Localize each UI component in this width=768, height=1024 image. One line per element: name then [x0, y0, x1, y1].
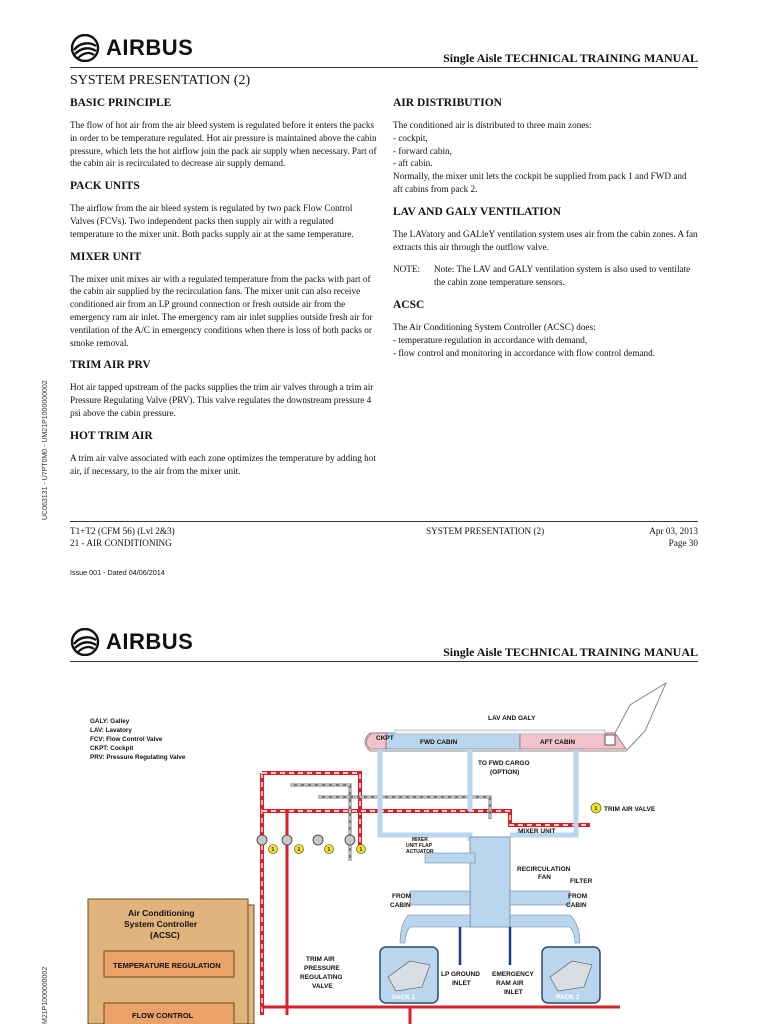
side-reference-code: M21P1000000002: [42, 966, 49, 1024]
airbus-logo: [70, 34, 193, 62]
note-block: [393, 263, 698, 289]
label-from-cabin: FROM: [392, 893, 412, 900]
legend-item: GALY: Galley: [90, 718, 130, 725]
footer-page-number: Page 30: [668, 538, 698, 548]
label-mixer-flap: ACTUATOR: [406, 849, 434, 855]
air-conditioning-diagram: [70, 665, 698, 1024]
block-pack-units: [70, 180, 378, 240]
label-mixer-flap: MIXER: [412, 837, 428, 843]
label-acsc: Air Conditioning: [128, 908, 195, 918]
block-mixer-unit: [70, 251, 378, 350]
para-lav-galy: The LAVatory and GALleY ventilation system uses air from the cabin zones. A fan extracts this air through the outflow valve.: [393, 228, 698, 252]
left-column: [70, 97, 378, 477]
label-pack2: PACK 2: [556, 994, 580, 1001]
label-temperature-regulation: TEMPERATURE REGULATION: [113, 961, 221, 970]
heading-pack-units: PACK UNITS: [70, 180, 140, 193]
label-filter: FILTER: [570, 878, 593, 885]
heading-mixer-unit: MIXER UNIT: [70, 250, 142, 263]
header-rule: [70, 67, 698, 68]
label-fwd-cabin: FWD CABIN: [420, 739, 458, 746]
legend-item: FCV: Flow Control Valve: [90, 736, 163, 743]
legend: [90, 718, 186, 761]
footer-date: Apr 03, 2013: [649, 526, 698, 536]
label-trim-prv: REGULATING: [300, 974, 343, 981]
logo-wordmark: AIRBUS: [106, 629, 194, 654]
issue-stamp: Issue 001 - Dated 04/06/2014: [70, 568, 165, 577]
para-trim-air-prv: Hot air tapped upstream of the packs supplies the trim air valves through a trim air Pressure Regulating Valve (PRV). This valve regulates the downstream pressure 4 psi above the cabin pressure.: [70, 382, 374, 418]
packs: [380, 927, 600, 1003]
label-trim-prv: TRIM AIR: [306, 956, 335, 963]
right-column: [393, 97, 698, 359]
label-acsc: (ACSC): [150, 930, 180, 940]
airbus-logo-page2: [70, 628, 193, 656]
logo-wordmark: AIRBUS: [106, 35, 194, 60]
label-aft-cabin: AFT CABIN: [540, 739, 576, 746]
label-trim-air-valve: TRIM AIR VALVE: [604, 806, 656, 813]
label-from-cabin: CABIN: [566, 902, 587, 909]
valve-number: 1: [327, 847, 331, 853]
list-item: - flow control and monitoring in accordance with flow control demand.: [393, 347, 656, 358]
label-recirculation: RECIRCULATION: [517, 866, 571, 873]
footer-left: [70, 525, 175, 549]
label-fwd-cargo-option: (OPTION): [490, 769, 520, 776]
footer-right: [649, 525, 698, 549]
list-item: - aft cabin.: [393, 158, 433, 169]
valve-number: 1: [297, 847, 301, 853]
header-rule: [70, 661, 698, 662]
note-label: NOTE:: [393, 264, 421, 275]
block-trim-air-prv: [70, 359, 378, 419]
footer-course: T1+T2 (CFM 56) (Lvl 2&3): [70, 526, 175, 536]
valve-number: 1: [271, 847, 275, 853]
label-ram-inlet: INLET: [504, 989, 523, 996]
label-trim-prv: VALVE: [312, 983, 333, 990]
label-mixer-unit: MIXER UNIT: [518, 828, 556, 835]
legend-item: CKPT: Cockpit: [90, 745, 134, 752]
label-recirculation-fan: FAN: [538, 874, 551, 881]
label-flow-control: FLOW CONTROL: [132, 1011, 194, 1020]
manual-title: Single Aisle TECHNICAL TRAINING MANUAL: [443, 645, 698, 659]
mixed-air-ducts: [290, 785, 490, 861]
para-pack-units: The airflow from the air bleed system is regulated by two pack Flow Control Valves (FCVs). Two independent packs then supply air with a regulated temperature to the mixer unit. Both packs supply air at the same temperature.: [70, 203, 354, 239]
block-hot-trim-air: [70, 430, 378, 478]
legend-item: PRV: Pressure Regulating Valve: [90, 754, 186, 761]
label-trim-prv: PRESSURE: [304, 965, 340, 972]
valve-number: 1: [594, 806, 598, 812]
heading-acsc: ACSC: [393, 298, 425, 311]
label-lav-galy: LAV AND GALY: [488, 715, 536, 722]
label-lp-ground-inlet: INLET: [452, 980, 471, 987]
note-text: Note: The LAV and GALY ventilation system is also used to ventilate the cabin zone temperature sensors.: [434, 264, 691, 288]
label-from-cabin: FROM: [568, 893, 588, 900]
footer-rule: [70, 521, 698, 522]
section-title: SYSTEM PRESENTATION (2): [70, 73, 251, 88]
label-mixer-flap: UNIT FLAP: [406, 843, 433, 849]
block-basic-principle: [70, 97, 378, 170]
airbus-emblem-icon: [70, 628, 100, 656]
airbus-emblem-icon: [70, 34, 100, 62]
heading-hot-trim-air: HOT TRIM AIR: [70, 429, 153, 442]
footer-center: SYSTEM PRESENTATION (2): [426, 526, 545, 536]
label-ckpt: CKPT: [376, 735, 394, 742]
label-fwd-cargo: TO FWD CARGO: [478, 760, 530, 767]
heading-basic-principle: BASIC PRINCIPLE: [70, 97, 172, 109]
label-pack1: PACK 1: [392, 994, 416, 1001]
list-item: - forward cabin,: [393, 145, 452, 156]
heading-lav-galy: LAV AND GALY VENTILATION: [393, 205, 561, 218]
para-hot-trim-air: A trim air valve associated with each zone optimizes the temperature by adding hot air, if necessary, to the air from the mixer unit.: [70, 452, 376, 476]
para-basic-principle: The flow of hot air from the air bleed system is regulated before it enters the packs in order to be temperature regulated. Hot air pressure is maintained above the cabin pressure, which lets the hot airflow join the pack air supply when necessary. Part of the cabin air is recirculated to decrease air supply demand.: [70, 120, 377, 169]
block-acsc: [393, 299, 698, 359]
footer-chapter: 21 - AIR CONDITIONING: [70, 538, 172, 548]
label-ram-air: RAM AIR: [496, 980, 524, 987]
legend-item: LAV: Lavatory: [90, 727, 132, 734]
heading-air-distribution: AIR DISTRIBUTION: [393, 97, 502, 109]
list-item: - temperature regulation in accordance with demand,: [393, 334, 588, 345]
list-item: - cockpit,: [393, 132, 428, 143]
valve-number: 1: [359, 847, 363, 853]
side-reference-code: UC063131 - U7PT0M0 - UM21P1000000002: [42, 380, 49, 520]
label-from-cabin: CABIN: [390, 902, 411, 909]
para-air-distribution-normal: Normally, the mixer unit lets the cockpit be supplied from pack 1 and FWD and aft cabins from pack 2.: [393, 171, 687, 194]
block-air-distribution: [393, 97, 698, 196]
label-acsc: System Controller: [124, 919, 198, 929]
label-emergency: EMERGENCY: [492, 971, 534, 978]
para-air-distribution: The conditioned air is distributed to three main zones:: [393, 120, 592, 130]
para-mixer-unit: The mixer unit mixes air with a regulated temperature from the packs with part of the cabin air supplied by the recirculation fans. The mixer unit can also receive conditioned air from an LP ground connection or fresh outside air from the emergency ram air inlet. The emergency ram air inlet supplies outside fresh air for ventilation of the A/C in emergency conditions when there is loss of both packs or smoke removal.: [70, 273, 373, 348]
block-lav-galy: [393, 206, 698, 254]
label-lp-ground: LP GROUND: [441, 971, 480, 978]
manual-title: Single Aisle TECHNICAL TRAINING MANUAL: [443, 51, 698, 65]
heading-trim-air-prv: TRIM AIR PRV: [70, 359, 151, 372]
para-acsc: The Air Conditioning System Controller (ACSC) does:: [393, 321, 596, 332]
